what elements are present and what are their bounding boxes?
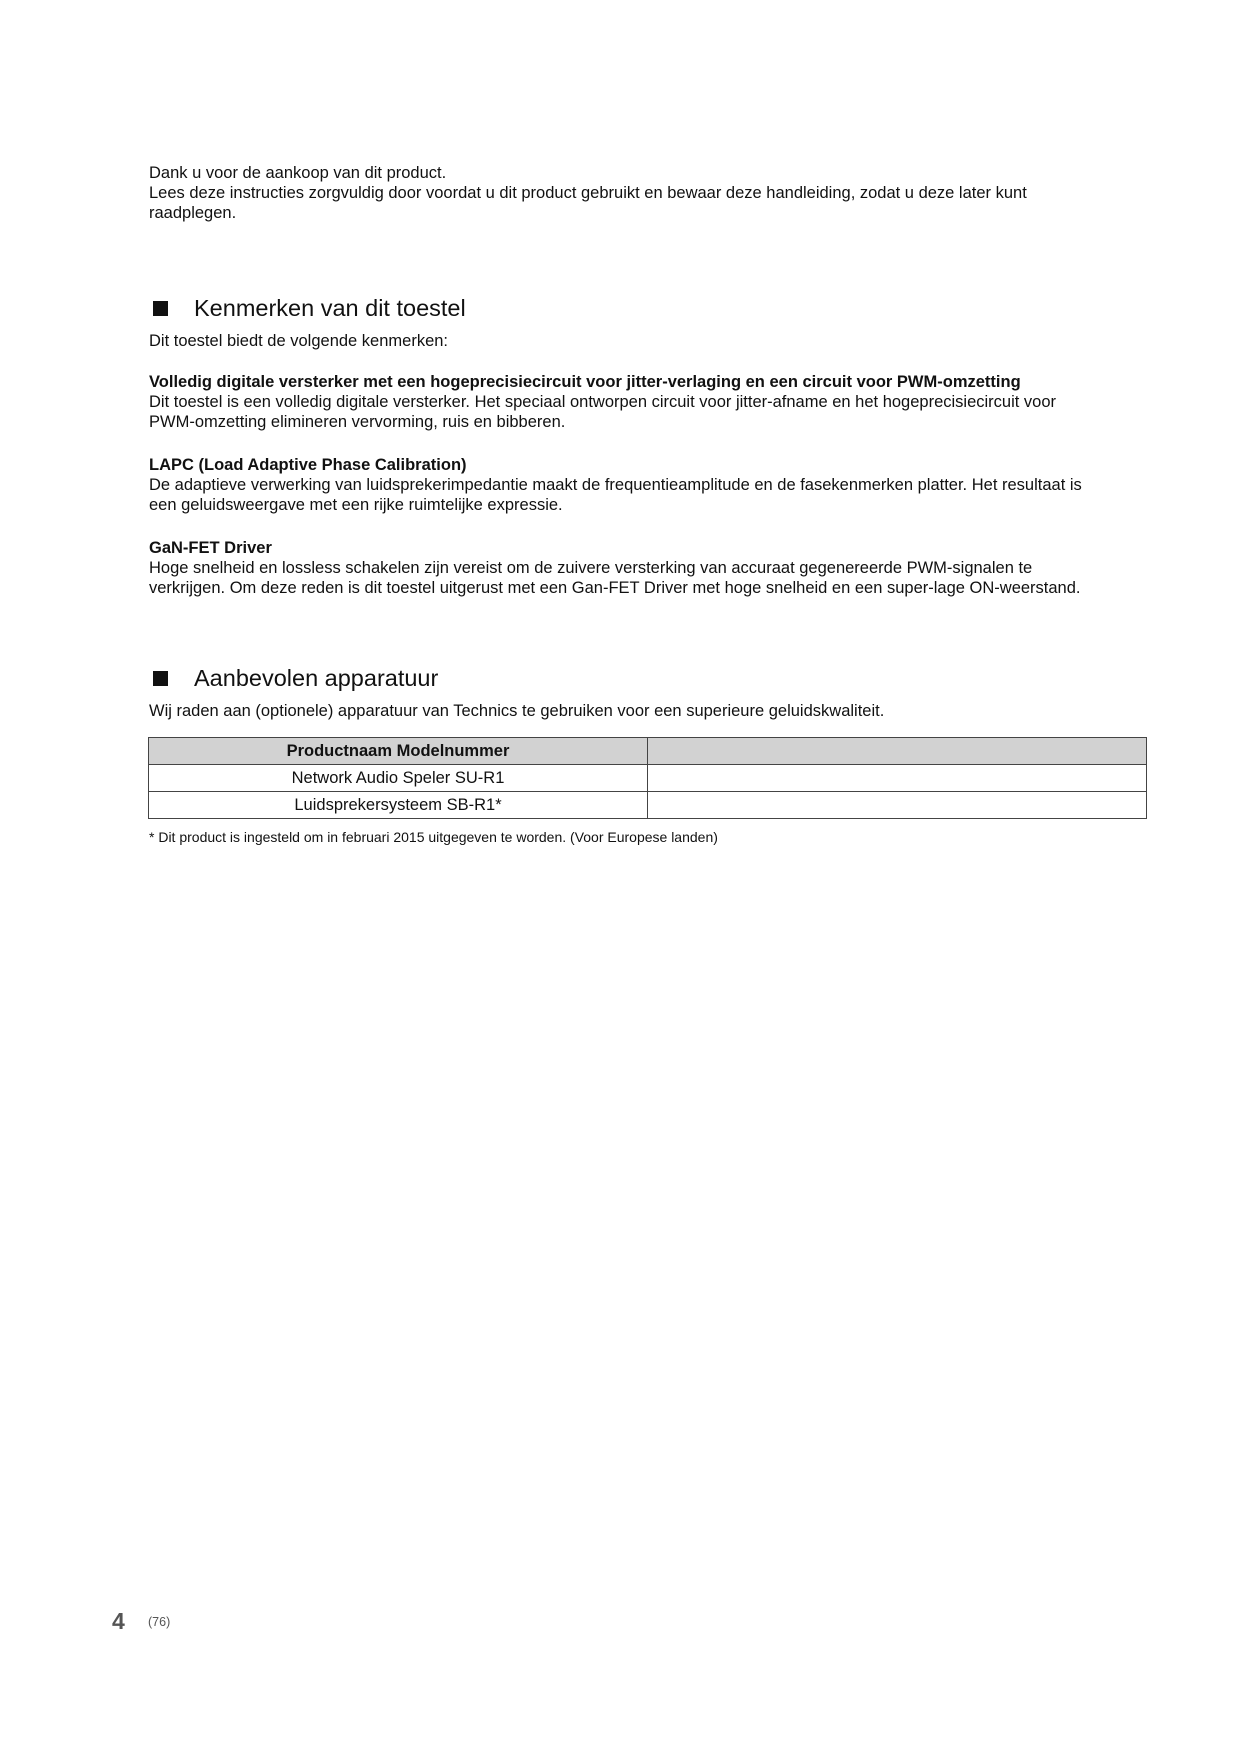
table-cell [648,792,1147,819]
feature-digital-amplifier [149,372,1149,432]
feature-lapc [149,455,1149,515]
table-row [149,765,1147,792]
intro-line-3: raadplegen. [149,204,237,222]
table-header-cell: Productnaam Modelnummer [149,738,648,765]
intro-line-1: Dank u voor de aankoop van dit product. [149,164,447,182]
section-heading-recommended [149,664,438,692]
section-heading-recommended-text: Aanbevolen apparatuur [194,665,439,691]
section-heading-features-text: Kenmerken van dit toestel [194,295,466,321]
table-header-row [149,738,1147,765]
recommended-intro: Wij raden aan (optionele) apparatuur van Technics te gebruiken voor een superieure geluidskwaliteit. [149,702,885,720]
feature-desc-line: Dit toestel is een volledig digitale versterker. Het speciaal ontworpen circuit voor jitter-afname en het hogeprecisiecircuit voor [149,393,1057,411]
intro-text [149,163,1149,223]
table-header-cell [648,738,1147,765]
feature-desc-line: een geluidsweergave met een rijke ruimtelijke expressie. [149,496,563,514]
features-intro: Dit toestel biedt de volgende kenmerken: [149,332,449,350]
feature-desc-line: De adaptieve verwerking van luidsprekerimpedantie maakt de frequentieamplitude en de fasekenmerken platter. Het resultaat is [149,476,1082,494]
section-heading-features [149,294,466,322]
table-row [149,792,1147,819]
intro-line-2: Lees deze instructies zorgvuldig door voordat u dit product gebruikt en bewaar deze handleiding, zodat u deze later kunt [149,184,1027,202]
feature-desc-line: Hoge snelheid en lossless schakelen zijn vereist om de zuivere versterking van accuraat gegenereerde PWM-signalen te [149,559,1033,577]
feature-title: GaN-FET Driver [149,539,272,557]
page-number: 4 [112,1608,125,1634]
feature-title: Volledig digitale versterker met een hogeprecisiecircuit voor jitter-verlaging en een circuit voor PWM-omzetting [149,373,1021,391]
recommended-models-table [148,737,1147,819]
table-cell: Network Audio Speler SU-R1 [149,765,648,792]
footnote: * Dit product is ingesteld om in februari 2015 uitgegeven te worden. (Voor Europese landen) [149,829,718,845]
square-bullet-icon [153,301,168,316]
feature-title: LAPC (Load Adaptive Phase Calibration) [149,456,467,474]
feature-desc-line: PWM-omzetting elimineren vervorming, ruis en bibberen. [149,413,566,431]
page-number-sub: (76) [148,1615,171,1629]
table-cell [648,765,1147,792]
feature-desc-line: verkrijgen. Om deze reden is dit toestel uitgerust met een Gan-FET Driver met hoge snelheid en een super-lage ON-weerstand. [149,579,1081,597]
table-cell: Luidsprekersysteem SB-R1* [149,792,648,819]
square-bullet-icon [153,671,168,686]
feature-gan-fet [149,538,1149,598]
